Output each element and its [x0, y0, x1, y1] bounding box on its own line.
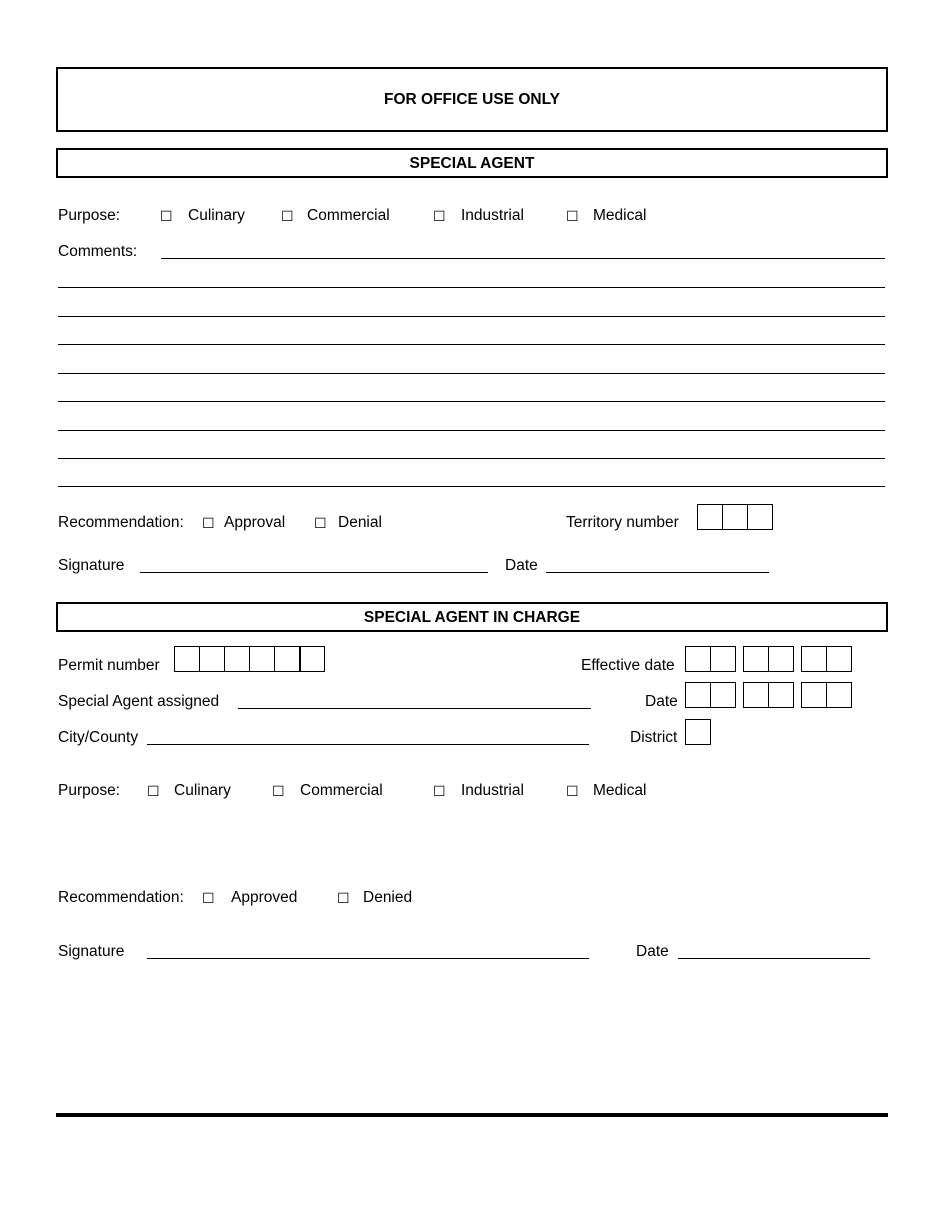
checkbox-denied[interactable]: ☐ [337, 890, 350, 906]
sac-date-year-boxes[interactable] [801, 682, 852, 708]
territory-digit-box[interactable] [697, 504, 723, 530]
date-label: Date [505, 557, 538, 574]
date-line[interactable] [546, 572, 769, 573]
checkbox-commercial[interactable]: ☐ [281, 208, 294, 224]
sac-date-box[interactable] [768, 682, 794, 708]
checkbox-medical[interactable]: ☐ [566, 208, 579, 224]
comments-line-9[interactable] [58, 486, 885, 487]
recommendation-label: Recommendation: [58, 514, 184, 531]
effective-date-day-boxes[interactable] [743, 646, 794, 672]
territory-number-boxes[interactable] [697, 504, 773, 530]
permit-number-label: Permit number [58, 657, 160, 674]
sac-title: SPECIAL AGENT IN CHARGE [363, 609, 581, 626]
option-culinary-label: Culinary [188, 207, 245, 224]
comments-line-2[interactable] [58, 287, 885, 288]
sac-purpose-label: Purpose: [58, 782, 121, 799]
special-agent-header [56, 148, 888, 178]
purpose-label: Purpose: [58, 207, 121, 224]
territory-digit-box[interactable] [722, 504, 748, 530]
sac-signature-line[interactable] [147, 958, 589, 959]
sac-date-month-boxes[interactable] [685, 682, 736, 708]
city-county-line[interactable] [147, 744, 589, 745]
option-approval-label: Approval [224, 514, 286, 531]
option-denied-label: Denied [363, 889, 413, 906]
sac-date-day-boxes[interactable] [743, 682, 794, 708]
permit-digit-box[interactable] [174, 646, 200, 672]
agent-assigned-label: Special Agent assigned [58, 693, 220, 710]
permit-digit-box[interactable] [249, 646, 275, 672]
territory-number-label: Territory number [566, 514, 679, 531]
checkbox-approval[interactable]: ☐ [202, 515, 215, 531]
effective-date-box[interactable] [768, 646, 794, 672]
checkbox-industrial[interactable]: ☐ [433, 208, 446, 224]
option-industrial-label: Industrial [461, 207, 524, 224]
sac-header [56, 602, 888, 632]
sac-option-culinary-label: Culinary [174, 782, 231, 799]
sac-recommendation-label: Recommendation: [58, 889, 184, 906]
signature-line[interactable] [140, 572, 488, 573]
effective-date-year-boxes[interactable] [801, 646, 852, 672]
option-medical-label: Medical [593, 207, 647, 224]
option-approved-label: Approved [231, 889, 298, 906]
office-use-title: FOR OFFICE USE ONLY [384, 91, 560, 108]
checkbox-culinary[interactable]: ☐ [160, 208, 173, 224]
comments-label: Comments: [58, 243, 138, 260]
comments-line-6[interactable] [58, 401, 885, 402]
sac-date-box[interactable] [743, 682, 769, 708]
effective-date-box[interactable] [743, 646, 769, 672]
sac-date-box[interactable] [710, 682, 736, 708]
sac-option-industrial-label: Industrial [461, 782, 524, 799]
sac-checkbox-commercial[interactable]: ☐ [272, 783, 285, 799]
comments-line-5[interactable] [58, 373, 885, 374]
option-commercial-label: Commercial [307, 207, 390, 224]
sac-signature-label: Signature [58, 943, 125, 960]
comments-line-7[interactable] [58, 430, 885, 431]
checkbox-approved[interactable]: ☐ [202, 890, 215, 906]
option-denial-label: Denial [338, 514, 382, 531]
effective-date-box[interactable] [801, 646, 827, 672]
sac-option-commercial-label: Commercial [300, 782, 383, 799]
city-county-label: City/County [58, 729, 139, 746]
sac-checkbox-medical[interactable]: ☐ [566, 783, 579, 799]
sac-signature-date-label: Date [636, 943, 669, 960]
office-use-box [56, 67, 888, 132]
permit-digit-box[interactable] [199, 646, 225, 672]
effective-date-box[interactable] [685, 646, 711, 672]
sac-date-box[interactable] [685, 682, 711, 708]
permit-digit-box[interactable] [274, 646, 300, 672]
agent-assigned-line[interactable] [238, 708, 591, 709]
special-agent-title: SPECIAL AGENT [409, 155, 535, 172]
comments-line-8[interactable] [58, 458, 885, 459]
comments-line-4[interactable] [58, 344, 885, 345]
effective-date-box[interactable] [710, 646, 736, 672]
sac-signature-date-line[interactable] [678, 958, 870, 959]
sac-checkbox-culinary[interactable]: ☐ [147, 783, 160, 799]
sac-option-medical-label: Medical [593, 782, 647, 799]
bottom-rule [56, 1113, 888, 1117]
effective-date-month-boxes[interactable] [685, 646, 736, 672]
comments-line-3[interactable] [58, 316, 885, 317]
district-box[interactable] [685, 719, 711, 745]
comments-line-1[interactable] [161, 258, 885, 259]
territory-digit-box[interactable] [747, 504, 773, 530]
checkbox-denial[interactable]: ☐ [314, 515, 327, 531]
sac-date-box[interactable] [826, 682, 852, 708]
sac-date-box[interactable] [801, 682, 827, 708]
district-digit-box[interactable] [685, 719, 711, 745]
permit-digit-box[interactable] [224, 646, 250, 672]
sac-date-label: Date [645, 693, 678, 710]
effective-date-label: Effective date [581, 657, 675, 674]
signature-label: Signature [58, 557, 125, 574]
permit-number-boxes[interactable] [174, 646, 325, 672]
effective-date-box[interactable] [826, 646, 852, 672]
district-label: District [630, 729, 678, 746]
sac-checkbox-industrial[interactable]: ☐ [433, 783, 446, 799]
permit-digit-box[interactable] [299, 646, 325, 672]
